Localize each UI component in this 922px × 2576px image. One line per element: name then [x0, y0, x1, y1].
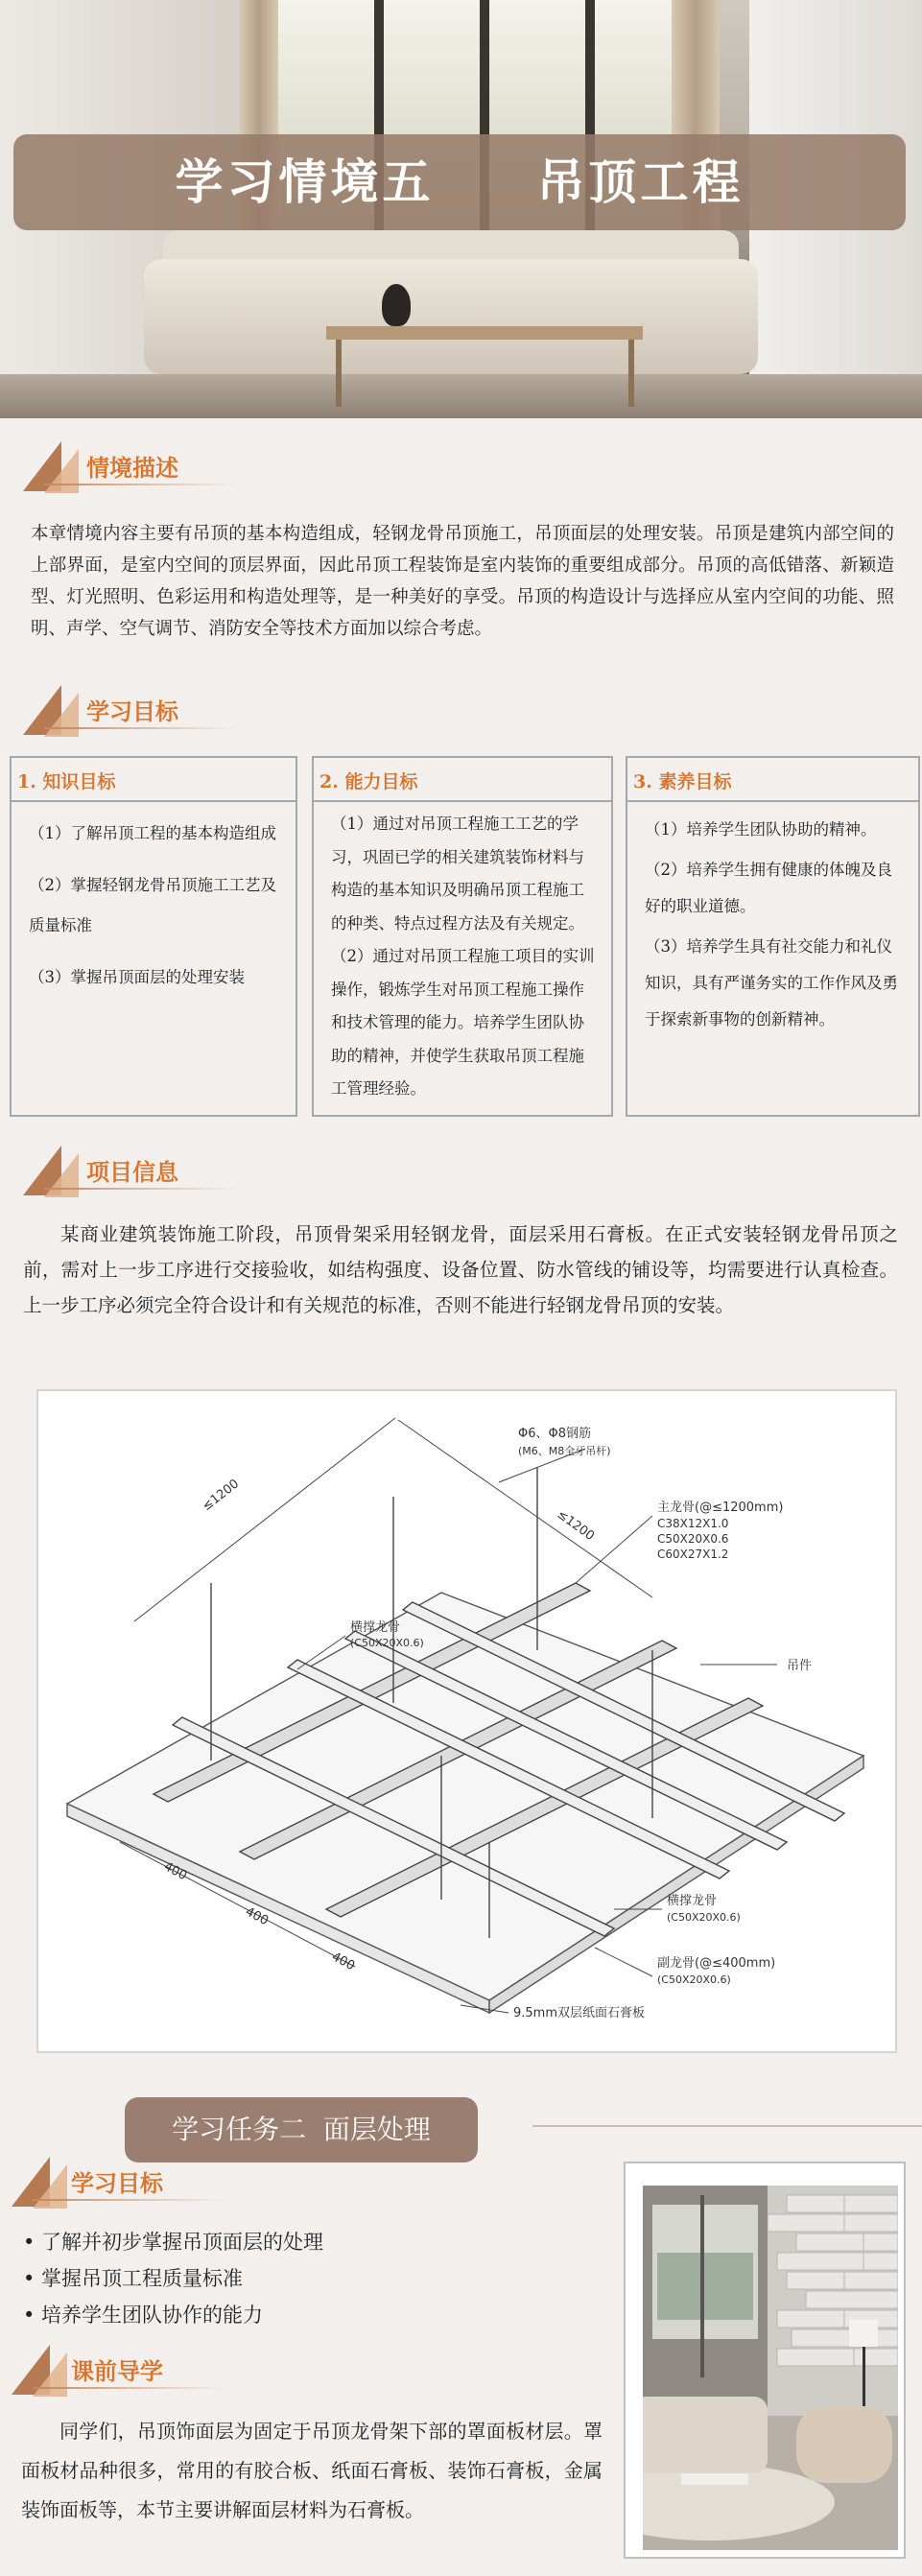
- board-label: 9.5mm双层纸面石膏板: [513, 2006, 646, 2021]
- objective-heading: 2. 能力目标: [319, 771, 418, 792]
- divider: [532, 2125, 922, 2127]
- task-banner: [125, 2097, 478, 2162]
- objective-box-ability: [312, 756, 613, 1117]
- objective-line: （3）培养学生具有社交能力和礼仪知识，具有严谨务实的工作作风及勇于探索新事物的创新精神。: [645, 937, 898, 1028]
- sub-keel-spec: (C50X20X0.6): [657, 1973, 731, 1986]
- objective-line: （1）通过对吊顶工程施工工艺的学习，巩固已学的相关建筑装饰材料与构造的基本知识及明确吊顶工程施工的种类、特点过程方法及有关规定。: [331, 815, 584, 933]
- section-label: 情境描述: [86, 454, 178, 482]
- section-header-project: [23, 1146, 311, 1203]
- section-header-guide: [12, 2345, 299, 2402]
- spacing-label: 400: [243, 1904, 272, 1929]
- section-label: 学习目标: [71, 2169, 163, 2197]
- main-keel-label: 主龙骨(@≤1200mm): [657, 1501, 784, 1515]
- title-banner: [13, 134, 906, 230]
- spacing-label: 400: [329, 1950, 358, 1974]
- section-label: 学习目标: [86, 697, 178, 725]
- task-objective-list: [23, 2224, 323, 2333]
- list-item: • 了解并初步掌握吊顶面层的处理: [23, 2231, 324, 2254]
- sofa: [144, 259, 758, 374]
- main-keel-spec: C60X27X1.2: [657, 1548, 729, 1561]
- brace-keel-label: 横撑龙骨: [350, 1620, 401, 1635]
- intro-text: 本章情境内容主要有吊顶的基本构造组成，轻钢龙骨吊顶施工，吊顶面层的处理安装。吊顶是建筑内部空间的上部界面，是室内空间的顶层界面，因此吊顶工程装饰是室内装饰的重要组成部分。吊顶的高低错落、新颖造型、灯光照明、色彩运用和构造处理等，是一种美好的享受。吊顶的构造设计与选择应从室内空间的功能、照明、声学、空气调节、消防安全等技术方面加以综合考虑。: [31, 524, 894, 639]
- objective-line: （1）培养学生团队协助的精神。: [645, 820, 877, 839]
- objective-line: （2）通过对吊顶工程施工项目的实训操作，锻炼学生对吊顶工程施工操作和技术管理的能力。培养学生团队协助的精神，并使学生获取吊顶工程施工管理经验。: [331, 947, 595, 1098]
- project-text: 某商业建筑装饰施工阶段，吊顶骨架采用轻钢龙骨，面层采用石膏板。在正式安装轻钢龙骨吊顶之前，需对上一步工序进行交接验收，如结构强度、设备位置、防水管线的铺设等，均需要进行认真检查。上一步工序必须完全符合设计和有关规范的标准，否则不能进行轻钢龙骨吊顶的安装。: [23, 1223, 898, 1316]
- objective-box-knowledge: [10, 756, 297, 1117]
- objective-line: （3）掌握吊顶面层的处理安装: [29, 968, 245, 986]
- objective-heading: 3. 素养目标: [633, 771, 732, 792]
- sub-keel-label: 副龙骨(@≤400mm): [657, 1956, 776, 1971]
- task-title: 学习任务二 面层处理: [172, 2114, 431, 2145]
- list-item: • 掌握吊顶工程质量标准: [23, 2267, 244, 2290]
- section-label: 课前导学: [71, 2357, 163, 2385]
- brace-keel-spec: (C50X20X0.6): [350, 1637, 424, 1649]
- dim-label-right: ≤1200: [554, 1507, 598, 1545]
- section-header-intro: [23, 441, 311, 499]
- objective-line: （1）了解吊顶工程的基本构造组成: [29, 824, 276, 842]
- page-title: 学习情境五 吊顶工程: [175, 154, 745, 210]
- interior-photo: [643, 2186, 898, 2550]
- coffee-table: [326, 326, 643, 340]
- guide-text: 同学们，吊顶饰面层为固定于吊顶龙骨架下部的罩面板材层。罩面板材品种很多，常用的有胶合板、纸面石膏板、装饰石膏板，金属装饰面板等，本节主要讲解面层材料为石膏板。: [21, 2420, 603, 2521]
- hanger-label: 吊件: [787, 1659, 813, 1673]
- section-label: 项目信息: [86, 1158, 178, 1186]
- cross-keel-label: 横撑龙骨: [667, 1894, 718, 1908]
- main-keel-spec: C38X12X1.0: [657, 1517, 729, 1530]
- section-header-objectives: [23, 685, 311, 743]
- objective-line: （2）掌握轻钢龙骨吊顶施工工艺及质量标准: [29, 876, 276, 934]
- ceiling-keel-diagram: [36, 1389, 897, 2053]
- rod-label: Φ6、Φ8钢筋: [518, 1427, 592, 1441]
- objective-line: （2）培养学生拥有健康的体魄及良好的职业道德。: [645, 861, 892, 915]
- dim-label-left: ≤1200: [200, 1477, 243, 1515]
- vase: [382, 284, 411, 326]
- objective-box-quality: [626, 756, 920, 1117]
- cross-keel-spec: (C50X20X0.6): [667, 1911, 741, 1924]
- objective-heading: 1. 知识目标: [17, 771, 116, 792]
- spacing-label: 400: [161, 1859, 190, 1884]
- keel-drawing: [38, 1391, 895, 2051]
- main-keel-spec: C50X20X0.6: [657, 1532, 729, 1546]
- interior-photo-art: [643, 2186, 898, 2550]
- list-item: • 培养学生团队协作的能力: [23, 2304, 264, 2327]
- rod-sub-label: (M6、M8全牙吊杆): [518, 1445, 611, 1457]
- section-header-task-objectives: [12, 2157, 299, 2214]
